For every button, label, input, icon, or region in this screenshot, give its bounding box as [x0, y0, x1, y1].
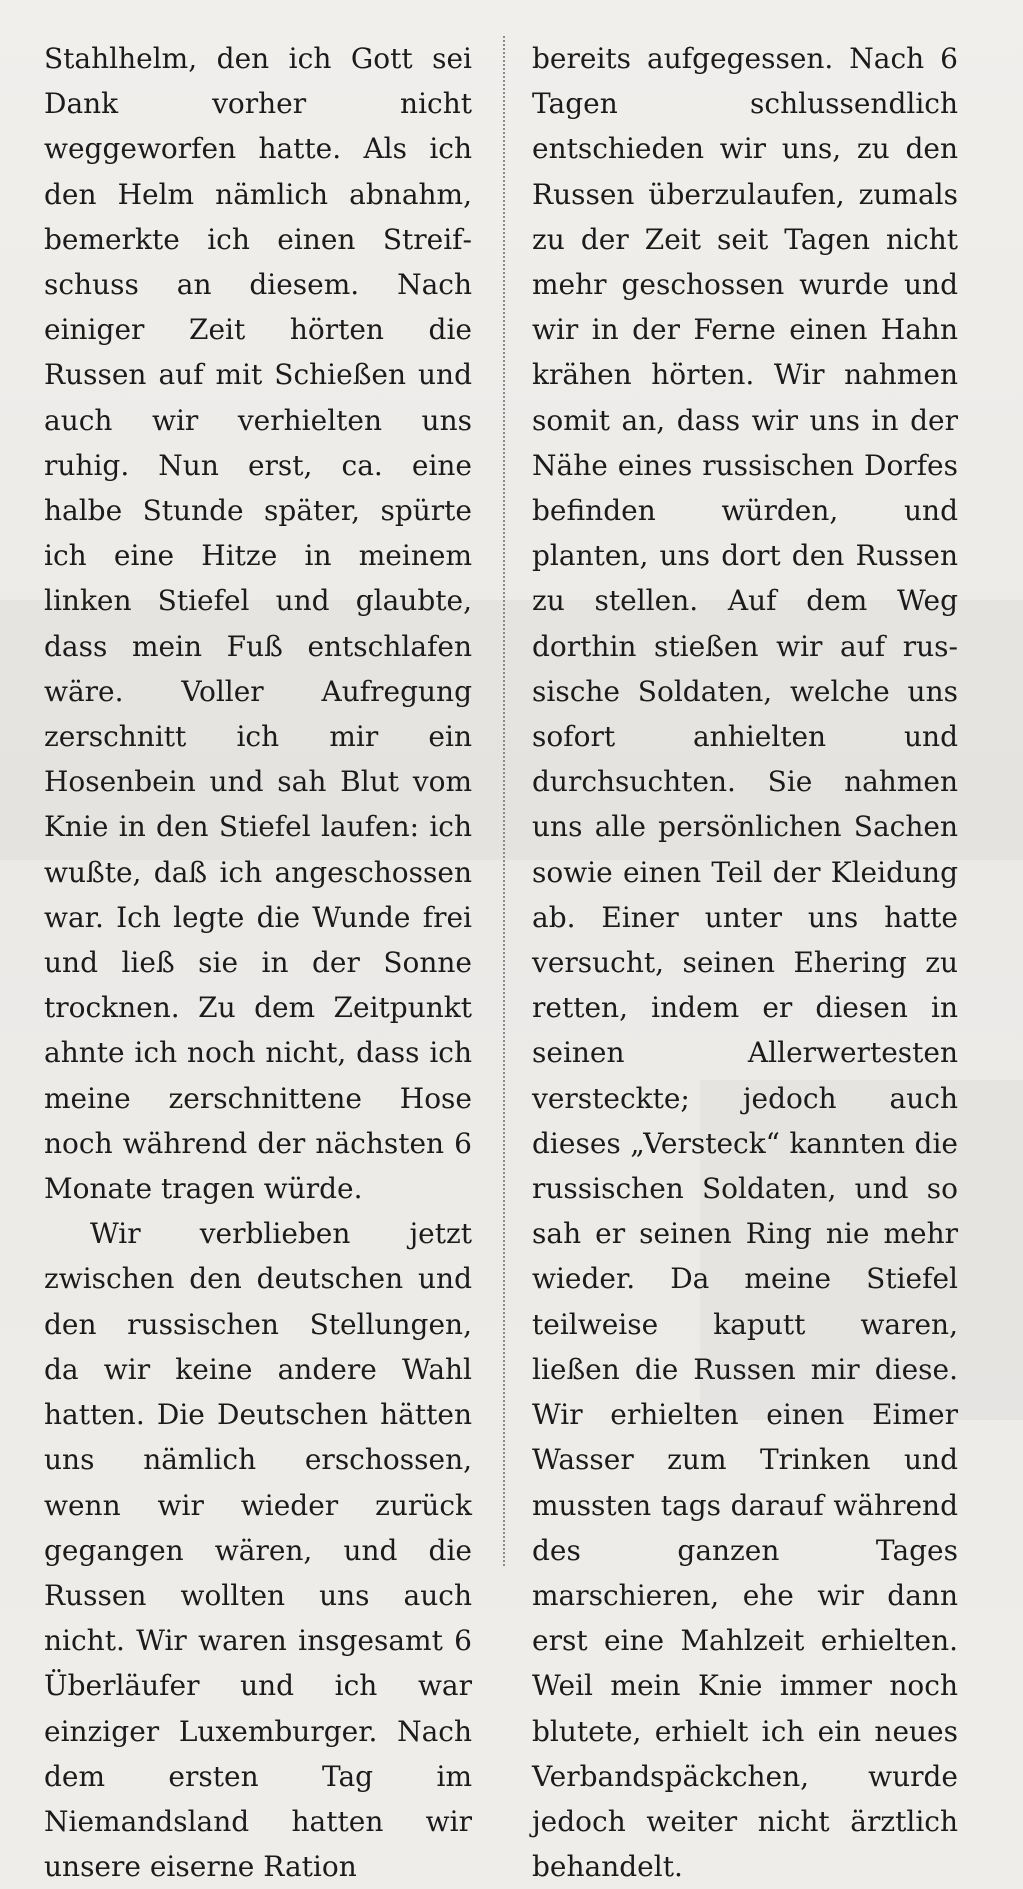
left-text-column: [44, 36, 472, 1889]
left-paragraph-1: Stahlhelm, den ich Gott sei Dank vorher nicht weggeworfen hatte. Als ich den Helm nämlich abnahm, bemerkte ich einen Streifschuss an diesem. Nach einiger Zeit hörten die Russen auf mit Schießen und auch wir verhielten uns ruhig. Nun erst, ca. eine halbe Stunde später, spürte ich eine Hitze in meinem linken Stiefel und glaubte, dass mein Fuß entschlafen wäre. Voller Aufregung zerschnitt ich mir ein Hosenbein und sah Blut vom Knie in den Stiefel laufen: ich wußte, daß ich angeschossen war. Ich legte die Wunde frei und ließ sie in der Sonne trocknen. Zu dem Zeitpunkt ahnte ich noch nicht, dass ich meine zerschnittene Hose noch während der nächsten 6 Monate tragen würde.: [44, 42, 472, 1206]
right-paragraph-1: bereits aufgegessen. Nach 6 Tagen schlussendlich entschieden wir uns, zu den Russen überzulaufen, zumals zu der Zeit seit Tagen nicht mehr geschossen wurde und wir in der Ferne einen Hahn krähen hörten. Wir nahmen somit an, dass wir uns in der Nähe eines russischen Dorfes befinden würden, und planten, uns dort den Russen zu stellen. Auf dem Weg dorthin stießen wir auf russische Soldaten, welche uns sofort anhielten und durchsuchten. Sie nahmen uns alle persönlichen Sachen sowie einen Teil der Kleidung ab. Einer unter uns hatte versucht, seinen Ehering zu retten, indem er diesen in seinen Allerwertesten versteckte; jedoch auch dieses „Versteck“ kannten die russischen Soldaten, und so sah er seinen Ring nie mehr wieder. Da meine Stiefel teilweise kaputt waren, ließen die Russen mir diese. Wir erhielten einen Eimer Wasser zum Trinken und mussten tags darauf während des ganzen Tages marschieren, ehe wir dann erst eine Mahlzeit erhielten. Weil mein Knie immer noch blutete, erhielt ich ein neues Verbandspäckchen, wurde jedoch weiter nicht ärztlich behandelt.: [532, 42, 958, 1884]
column-divider: [503, 36, 505, 1566]
right-text-column: [532, 36, 958, 1889]
left-paragraph-2: Wir verblieben jetzt zwischen den deutschen und den russischen Stellungen, da wir keine andere Wahl hatten. Die Deutschen hätten uns nämlich erschossen, wenn wir wieder zurück gegangen wären, und die Russen wollten uns auch nicht. Wir waren insgesamt 6 Überläufer und ich war einziger Luxemburger. Nach dem ersten Tag im Niemandsland hatten wir unsere eiserne Ration: [44, 1217, 472, 1884]
